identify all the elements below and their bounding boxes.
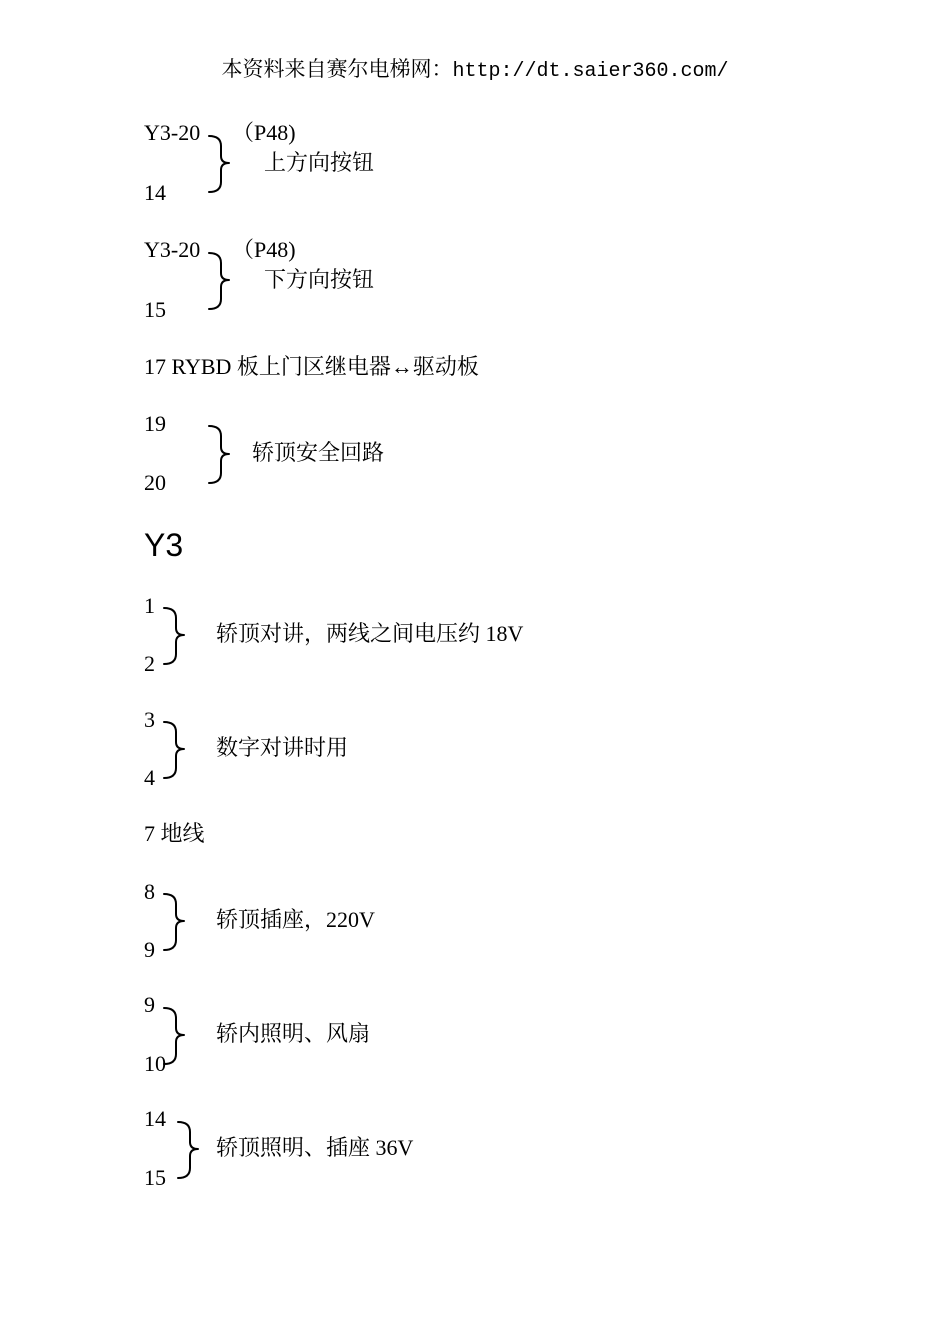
desc-down-button: 下方向按钮 [264, 267, 375, 292]
brace-intercom [160, 606, 200, 668]
header-source-label: 本资料来自赛尔电梯网： [221, 57, 453, 81]
pin-label-4: 4 [144, 765, 155, 790]
pin-label-y3-20-a: Y3-20 [144, 120, 201, 145]
line-17-relay: 17 RYBD 板上门区继电器↔驱动板 [144, 354, 479, 379]
desc-digital-intercom: 数字对讲时用 [216, 735, 349, 760]
desc-lighting-fan: 轿内照明、风扇 [216, 1021, 371, 1046]
brace-up-button [205, 134, 245, 196]
brace-down-button [205, 251, 245, 313]
pin-label-2: 2 [144, 651, 155, 676]
pin-label-8: 8 [144, 879, 155, 904]
pin-label-y3-20-b: Y3-20 [144, 237, 201, 262]
pin-label-9-a: 9 [144, 937, 155, 962]
pin-label-1: 1 [144, 593, 155, 618]
brace-socket-220v [160, 892, 200, 954]
desc-safety-circuit: 轿顶安全回路 [252, 440, 385, 465]
section-heading-y3: Y3 [144, 527, 184, 563]
pin-label-9-b: 9 [144, 992, 155, 1017]
page-ref-b: （P48) [232, 237, 296, 262]
desc-intercom: 轿顶对讲，两线之间电压约 18V [216, 621, 524, 646]
pin-label-15-b: 15 [144, 1165, 166, 1190]
brace-lighting-fan [160, 1006, 200, 1068]
brace-digital-intercom [160, 720, 200, 782]
desc-socket-220v: 轿顶插座，220V [216, 907, 375, 932]
pin-label-19: 19 [144, 411, 166, 436]
desc-lighting-socket-36v: 轿顶照明、插座 36V [216, 1135, 414, 1160]
page-header [0, 56, 950, 85]
pin-label-15-a: 15 [144, 297, 166, 322]
desc-up-button: 上方向按钮 [264, 150, 375, 175]
pin-label-20: 20 [144, 470, 166, 495]
pin-label-3: 3 [144, 707, 155, 732]
page-ref-a: （P48) [232, 120, 296, 145]
pin-label-14-a: 14 [144, 180, 166, 205]
pin-label-14-b: 14 [144, 1106, 166, 1131]
brace-safety-circuit [205, 424, 245, 488]
pin-label-10: 10 [144, 1051, 166, 1076]
line-7-ground: 7 地线 [144, 821, 205, 846]
header-url: http://dt.saier360.com/ [452, 60, 729, 83]
brace-lighting-socket-36v [174, 1120, 214, 1182]
